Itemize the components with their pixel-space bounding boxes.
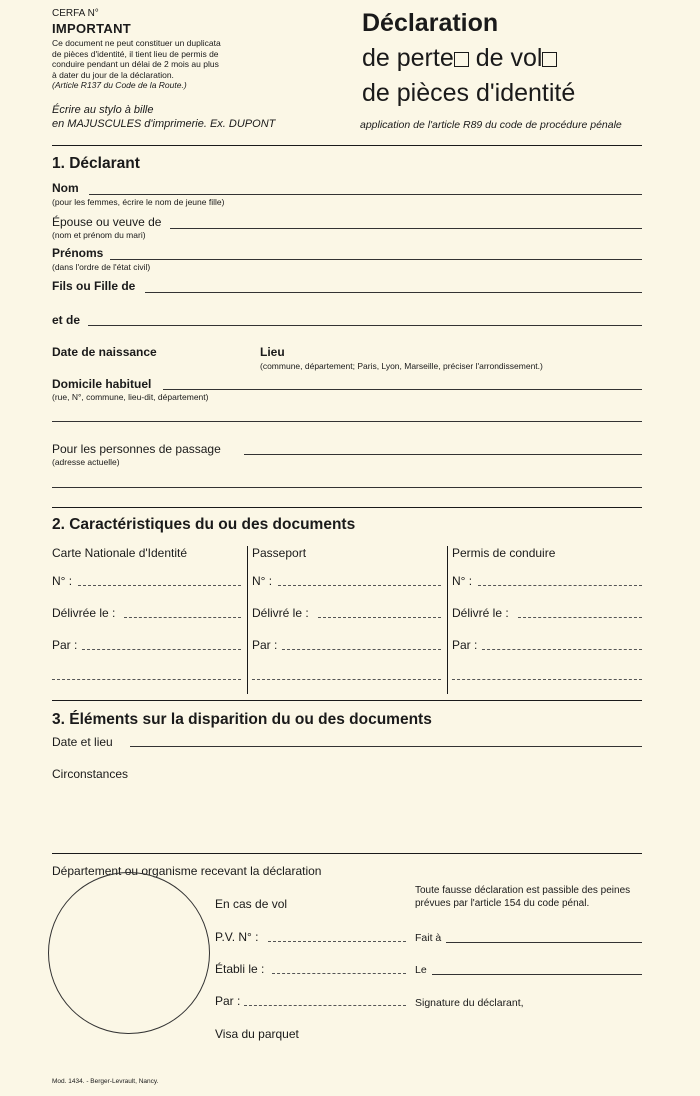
lieu-hint: (commune, département; Paris, Lyon, Marseille, préciser l'arrondissement.) [260, 361, 543, 371]
date-lieu-label: Date et lieu [52, 735, 113, 749]
cni-deliv-label: Délivrée le : [52, 606, 116, 620]
section1-heading: 1. Déclarant [52, 155, 140, 172]
permis-par-label: Par : [452, 638, 478, 652]
prenoms-label: Prénoms [52, 246, 104, 260]
passeport-no-field[interactable] [278, 585, 441, 586]
epouse-field[interactable] [170, 228, 642, 229]
le-label: Le [415, 964, 427, 976]
passeport-deliv-field[interactable] [318, 617, 441, 618]
domicile-hint: (rue, N°, commune, lieu-dit, département) [52, 392, 209, 402]
passage-field[interactable] [244, 454, 642, 455]
writing-instruction-line2: en MAJUSCULES d'imprimerie. Ex. DUPONT [52, 118, 276, 130]
cni-par-field[interactable] [82, 649, 241, 650]
date-lieu-field[interactable] [130, 746, 642, 747]
passeport-title: Passeport [252, 546, 307, 560]
cni-no-field[interactable] [78, 585, 241, 586]
warning-line1: Toute fausse déclaration est passible des peines [415, 885, 631, 896]
form-subtitle: application de l'article R89 du code de procédure pénale [360, 119, 622, 131]
permis-no-label: N° : [452, 574, 473, 588]
perte-label: de perte [362, 44, 454, 72]
section3-heading: 3. Éléments sur la disparition du ou des documents [52, 711, 432, 728]
title-line3: de pièces d'identité [362, 79, 576, 107]
vol-label: de vol [468, 44, 543, 72]
footer-imprint: Mod. 1434. - Berger-Levrault, Nancy. [52, 1078, 159, 1085]
cni-no-label: N° : [52, 574, 73, 588]
par-label: Par : [215, 994, 241, 1008]
visa-label: Visa du parquet [215, 1027, 299, 1041]
circonstances-label: Circonstances [52, 767, 129, 781]
cerfa-number-label: CERFA N° [52, 8, 99, 19]
column-divider [447, 546, 448, 694]
fait-field[interactable] [446, 942, 642, 943]
cni-title: Carte Nationale d'Identité [52, 546, 188, 560]
note-line: à dater du jour de la déclaration. [52, 69, 174, 80]
fait-label: Fait à [415, 932, 442, 944]
title-line2 [362, 41, 575, 76]
le-field[interactable] [432, 974, 642, 975]
column-divider [247, 546, 248, 694]
naissance-label: Date de naissance [52, 345, 157, 359]
passage-label: Pour les personnes de passage [52, 442, 221, 456]
permis-deliv-field[interactable] [518, 617, 642, 618]
etabli-field[interactable] [272, 973, 406, 974]
pv-field[interactable] [268, 941, 406, 942]
writing-instruction-line1: Écrire au stylo à bille [52, 104, 154, 116]
fils-field[interactable] [145, 292, 642, 293]
fils-label: Fils ou Fille de [52, 279, 136, 293]
permis-title: Permis de conduire [452, 546, 556, 560]
etde-field[interactable] [88, 325, 642, 326]
section3-divider [52, 853, 642, 854]
important-note [52, 38, 272, 91]
passeport-extra-field[interactable] [252, 679, 441, 680]
en-cas-vol-label: En cas de vol [215, 897, 288, 911]
lieu-label: Lieu [260, 345, 285, 359]
nom-label: Nom [52, 181, 79, 195]
vol-checkbox[interactable] [542, 52, 557, 67]
permis-extra-field[interactable] [452, 679, 642, 680]
warning-text [415, 884, 630, 910]
perte-checkbox[interactable] [454, 52, 469, 67]
epouse-hint: (nom et prénom du mari) [52, 230, 146, 240]
etde-label: et de [52, 313, 81, 327]
prenoms-field[interactable] [110, 259, 642, 260]
circonstances-area[interactable] [52, 784, 642, 850]
permis-no-field[interactable] [478, 585, 642, 586]
note-line: conduire pendant un délai de 2 mois au plus [52, 59, 219, 69]
cni-par-label: Par : [52, 638, 78, 652]
epouse-label: Épouse ou veuve de [52, 215, 162, 229]
domicile-label: Domicile habituel [52, 377, 152, 391]
domicile-field[interactable] [163, 389, 642, 390]
pv-label: P.V. N° : [215, 930, 259, 944]
passeport-no-label: N° : [252, 574, 273, 588]
section2-divider [52, 700, 642, 701]
nom-field[interactable] [89, 194, 642, 195]
cni-extra-field[interactable] [52, 679, 241, 680]
header-divider [52, 145, 642, 146]
domicile-field-2[interactable] [52, 421, 642, 422]
note-article: (Article R137 du Code de la Route.) [52, 80, 187, 90]
title-line1: Déclaration [362, 9, 499, 37]
permis-deliv-label: Délivré le : [452, 606, 509, 620]
passeport-par-field[interactable] [282, 649, 441, 650]
permis-par-field[interactable] [482, 649, 642, 650]
par-field[interactable] [244, 1005, 406, 1006]
nom-hint: (pour les femmes, écrire le nom de jeune fille) [52, 197, 225, 207]
section1-divider [52, 507, 642, 508]
passage-field-2[interactable] [52, 487, 642, 488]
passeport-deliv-label: Délivré le : [252, 606, 309, 620]
important-heading: IMPORTANT [52, 21, 132, 36]
note-line: de pièces d'identité, il tient lieu de permis de [52, 48, 219, 59]
warning-line2: prévues par l'article 154 du code pénal. [415, 898, 590, 909]
passage-hint: (adresse actuelle) [52, 457, 120, 467]
signature-label: Signature du déclarant, [415, 997, 524, 1009]
prenoms-hint: (dans l'ordre de l'état civil) [52, 262, 151, 272]
writing-instruction [52, 103, 275, 131]
form-title [362, 6, 575, 111]
official-stamp-area [48, 872, 210, 1034]
passeport-par-label: Par : [252, 638, 278, 652]
note-line: Ce document ne peut constituer un duplicata [52, 38, 221, 48]
etabli-label: Établi le : [215, 962, 265, 976]
cni-deliv-field[interactable] [124, 617, 241, 618]
section2-heading: 2. Caractéristiques du ou des documents [52, 516, 356, 533]
departement-label: Département ou organisme recevant la déclaration [52, 864, 322, 878]
